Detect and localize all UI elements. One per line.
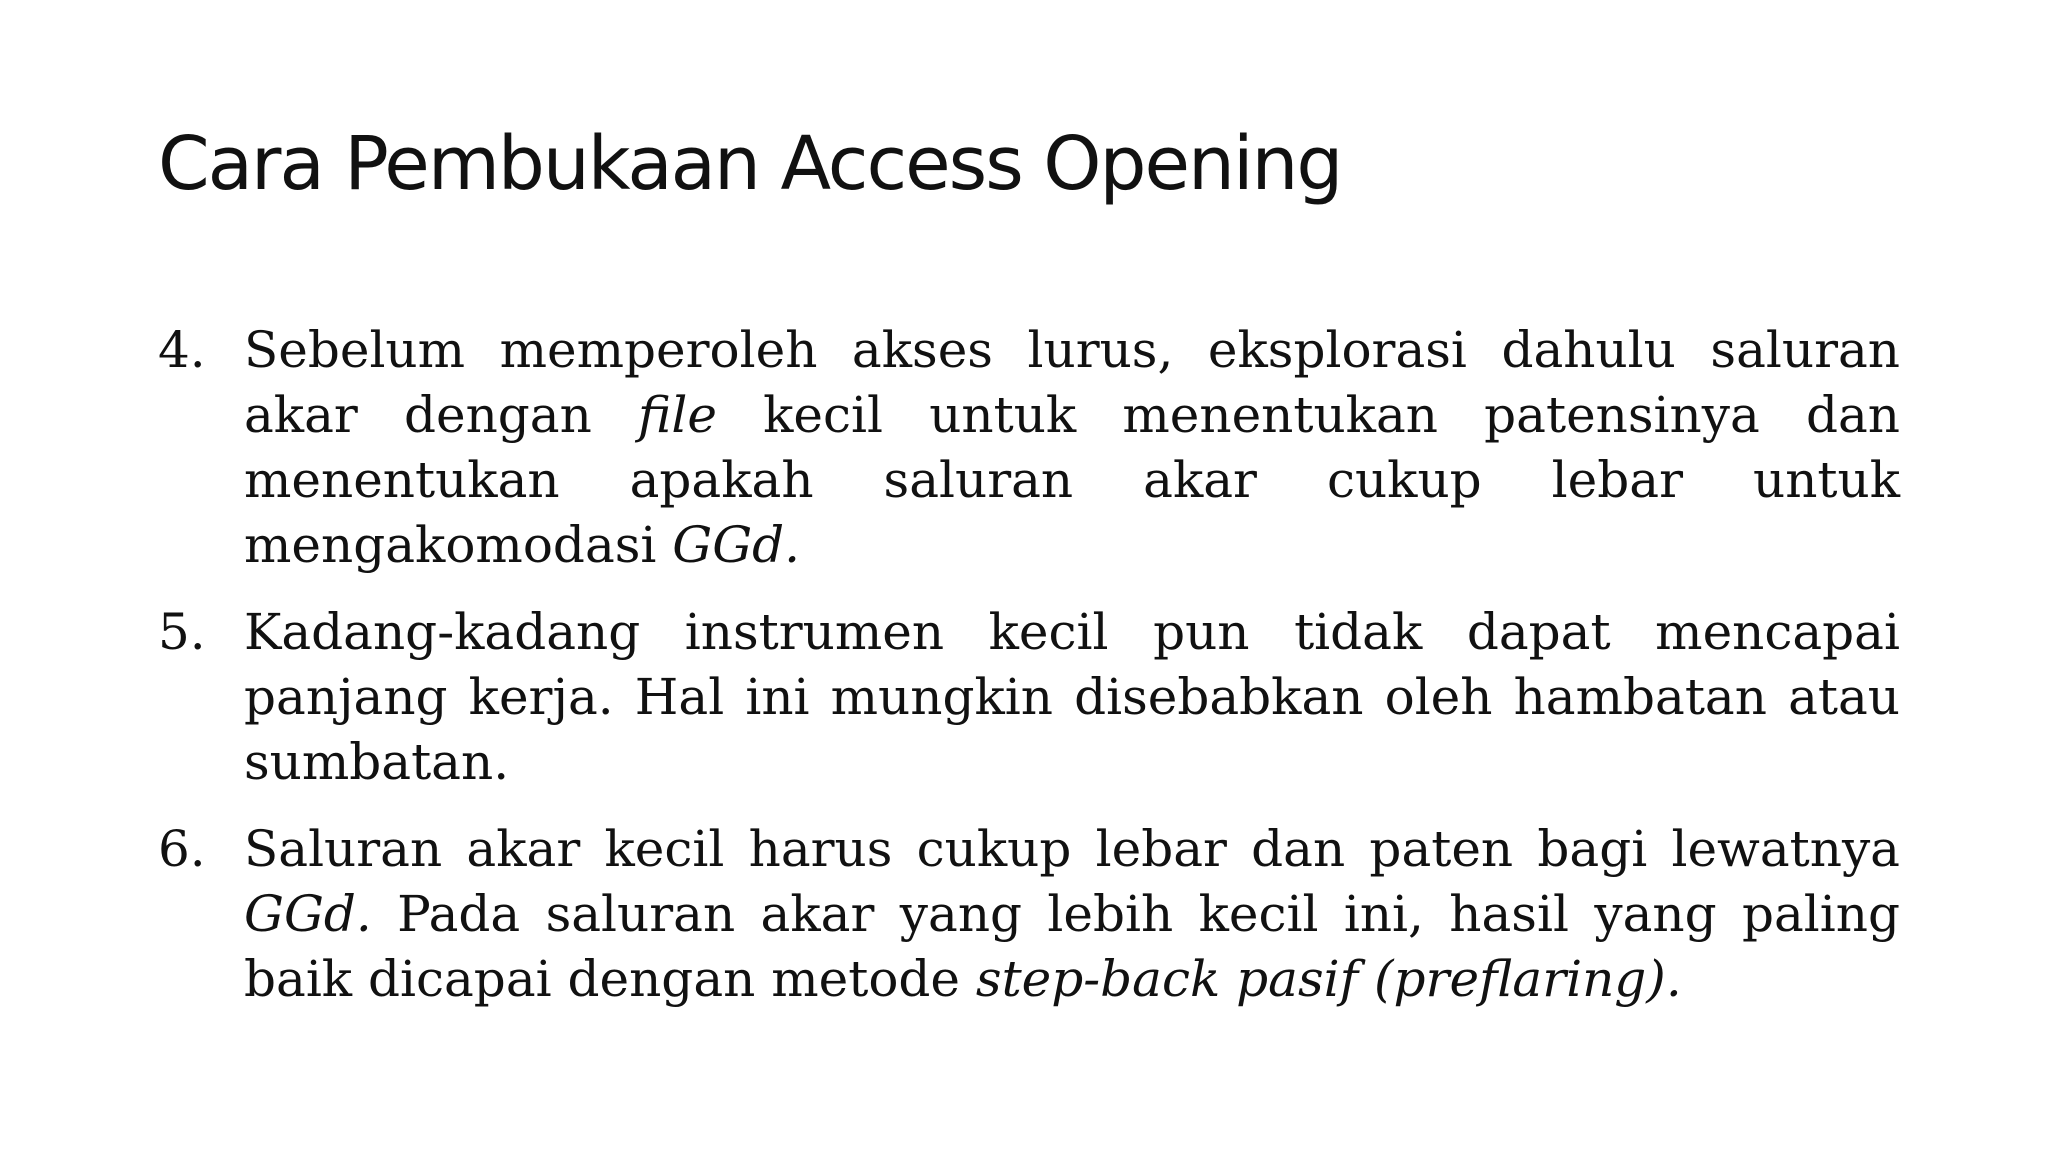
italic-term: GGd. <box>244 885 372 943</box>
slide-title: Cara Pembukaan Access Opening <box>158 121 1342 207</box>
list-text <box>244 817 1900 1012</box>
list-text <box>244 318 1900 578</box>
italic-term: step-back pasif (preflaring). <box>975 950 1682 1008</box>
italic-term: file <box>638 386 717 444</box>
list-number: 6. <box>158 820 206 878</box>
italic-term: GGd. <box>672 516 801 574</box>
list-text <box>244 600 1900 795</box>
text-segment: Kadang-kadang instrumen kecil pun tidak dapat mencapai panjang kerja. Hal ini mungkin disebabkan oleh hambatan atau sumbatan. <box>244 603 1900 791</box>
list-item-6 <box>158 817 1900 1012</box>
text-segment: kecil untuk menentukan patensinya dan menentukan apakah saluran akar cukup lebar untuk mengakomodasi <box>244 386 1900 574</box>
text-segment: Pada saluran akar yang lebih kecil ini, hasil yang paling baik dicapai dengan metode <box>244 885 1900 1008</box>
list-number: 5. <box>158 603 206 661</box>
list-item-4 <box>158 318 1900 578</box>
text-segment: Saluran akar kecil harus cukup lebar dan paten bagi lewatnya <box>244 820 1900 878</box>
text-segment: Sebelum memperoleh akses lurus, eksplorasi dahulu saluran akar dengan <box>244 321 1900 444</box>
list-item-5 <box>158 600 1900 795</box>
list-number: 4. <box>158 321 206 379</box>
numbered-list <box>158 318 1900 1034</box>
